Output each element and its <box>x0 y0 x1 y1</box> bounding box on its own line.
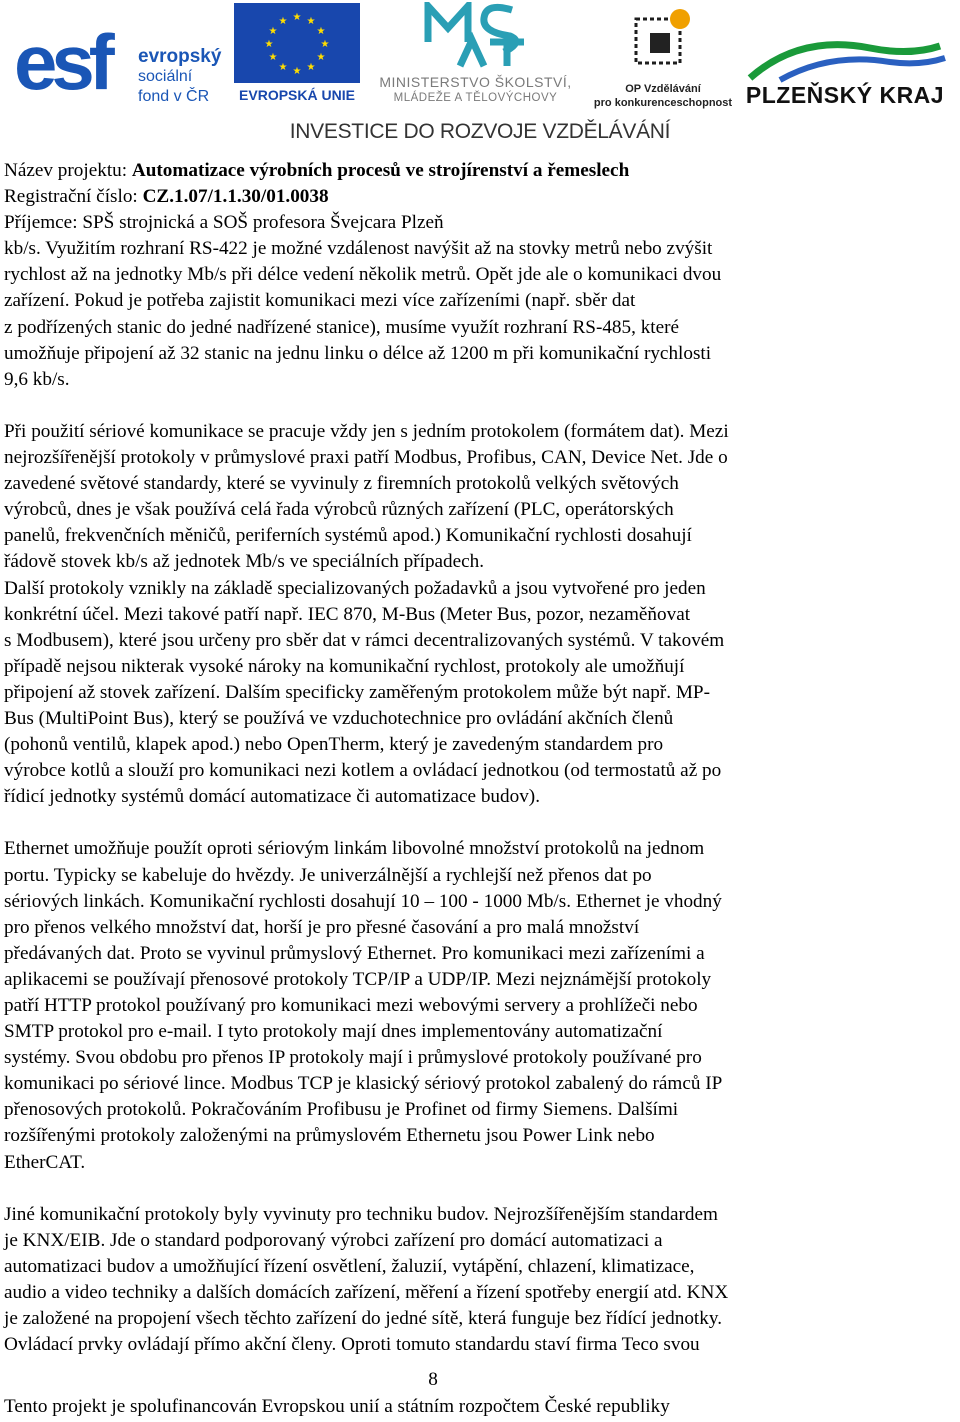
svg-text:★: ★ <box>292 12 302 23</box>
esf-logo <box>14 5 232 110</box>
body-line: s Modbusem), které jsou určeny pro sběr dat v rámci decentralizovaných systémů. V takovém <box>4 629 725 651</box>
body-line: konkrétní účel. Mezi takové patří např. IEC 870, M-Bus (Meter Bus, pozor, nezaměňovat <box>4 603 691 625</box>
eu-caption: EVROPSKÁ UNIE <box>239 87 355 103</box>
blank-line <box>4 393 960 419</box>
body-line: řádově stovek kb/s až jednotek Mb/s ve speciálních případech. <box>4 551 485 573</box>
body-line: případě nejsou nikterak vysoké nároky na komunikační rychlost, protokoly ale umožňují <box>4 655 685 677</box>
body-line: řídicí jednotky systémů domácí automatizace či automatizace budov). <box>4 786 540 808</box>
recipient-line: Příjemce: SPŠ strojnická a SOŠ profesora Švejcara Plzeň <box>4 212 444 234</box>
svg-text:★: ★ <box>292 66 302 77</box>
body-line: kb/s. Využitím rozhraní RS-422 je možné vzdálenost navýšit až na stovky metrů nebo zvýšit <box>4 238 713 260</box>
page-content <box>4 158 960 1358</box>
body-line: portu. Typicky se kabeluje do hvězdy. Je univerzálnější a rychlejší než přenos dat po <box>4 864 652 886</box>
msmt-logo <box>368 2 583 112</box>
msmt-mark-icon <box>420 2 530 68</box>
body-line: systémy. Svou obdobu pro přenos IP protokoly mají i průmyslové protokoly používané pro <box>4 1047 702 1069</box>
op-vzdelavani-logo <box>588 5 738 110</box>
body-line: rozšířenými protokoly založenými na průmyslovém Ethernetu jsou Power Link nebo <box>4 1125 655 1147</box>
svg-text:★: ★ <box>268 52 278 63</box>
body-line: Jiné komunikační protokoly byly vyvinuty pro techniku budov. Nejrozšířenějším standardem <box>4 1203 718 1225</box>
body-line: komunikaci po sériové lince. Modbus TCP je klasický sériový protokol zabalený do rámců IP <box>4 1073 723 1095</box>
blank-line <box>4 1176 960 1202</box>
svg-text:★: ★ <box>278 16 288 27</box>
body-line: připojení až stovek zařízení. Dalším specificky zaměřeným protokolem může být např. MP- <box>4 681 710 703</box>
body-line: je KNX/EIB. Jde o standard podporovaný výrobci zařízení pro domácí automatizaci a <box>4 1229 663 1251</box>
body-line: patří HTTP protokol používaný pro komunikaci mezi webovými servery a prohlížeči nebo <box>4 995 698 1016</box>
body-line: (pohonů ventilů, klapek apod.) nebo OpenTherm, který je zavedeným standardem pro <box>4 734 664 756</box>
body-line: Při použití sériové komunikace se pracuje vždy jen s jedním protokolem (formátem dat). Mezi <box>4 420 729 442</box>
body-line: Ethernet umožňuje použít oproti sériovým linkám libovolné množství protokolů na jednom <box>4 838 705 860</box>
registration-value: CZ.1.07/1.1.30/01.0038 <box>142 186 329 208</box>
body-line: SMTP protokol pro e-mail. I tyto protokoly mají dnes implementovány automatizační <box>4 1021 663 1043</box>
body-line: předávaných dat. Proto se vyvinul průmyslový Ethernet. Pro komunikaci mezi zařízeními a <box>4 942 705 964</box>
svg-text:★: ★ <box>316 52 326 63</box>
esf-line-3: fond v ČR <box>138 88 210 105</box>
registration-line <box>4 184 960 210</box>
op-line-2: pro konkurenceschopnost <box>593 97 733 109</box>
svg-text:★: ★ <box>316 26 326 37</box>
body-line: zařízení. Pokud je potřeba zajistit komunikaci mezi více zařízeními (např. sběr dat <box>4 290 636 312</box>
pk-wave-icon <box>740 38 950 83</box>
body-line: Ovládací prvky ovládají přímo akční členy. Oproti tomuto standardu staví firma Teco svou <box>4 1334 700 1356</box>
body-line: Další protokoly vznikly na základě specializovaných požadavků a jsou vytvořené pro jeden <box>4 577 706 599</box>
body-line: pro přenos velkého množství dat, horší je pro přesné časování a pro malá množství <box>4 916 640 938</box>
esf-line-2: sociální <box>138 68 193 85</box>
project-name-label: Název projektu: <box>4 160 132 181</box>
msmt-line-2: MLÁDEŽE A TĚLOVÝCHOVY <box>393 92 558 104</box>
svg-text:★: ★ <box>264 39 274 50</box>
svg-text:★: ★ <box>320 39 330 50</box>
project-name-line <box>4 158 960 184</box>
body-line: sériových linkách. Komunikační rychlosti dosahují 10 – 100 - 1000 Mb/s. Ethernet je vhodný <box>4 890 722 912</box>
svg-text:★: ★ <box>268 26 278 37</box>
blank-line <box>4 810 960 836</box>
logo-header <box>0 0 960 150</box>
op-emblem-icon <box>628 5 698 75</box>
svg-text:★: ★ <box>306 62 316 73</box>
body-line: výrobce kotlů a slouží pro komunikaci nezi kotlem a ovládací jednotkou (od termostatů až po <box>4 760 722 782</box>
esf-line-1: evropský <box>138 46 222 67</box>
body-line: 9,6 kb/s. <box>4 368 70 390</box>
esf-mark: esf <box>14 18 109 106</box>
body-line: Bus (MultiPoint Bus), který se používá ve vzduchotechnice pro ovládání akčních členů <box>4 707 674 729</box>
body-line: panelů, frekvenčních měničů, periferních systémů apod.) Komunikační rychlosti dosahují <box>4 525 692 547</box>
svg-text:★: ★ <box>278 62 288 73</box>
project-name-value: Automatizace výrobních procesů ve strojírenství a řemeslech <box>131 160 630 181</box>
body-line: je založené na propojení všech těchto zařízení do jedné sítě, která funguje bez řídící jednotky. <box>4 1308 722 1330</box>
eu-logo <box>234 3 360 108</box>
body-line: umožňuje připojení až 32 stanic na jednu linku o délce až 1200 m při komunikační rychlosti <box>4 342 712 364</box>
header-slogan: INVESTICE DO ROZVOJE VZDĚLÁVÁNÍ <box>289 120 671 143</box>
body-line: přenosových protokolů. Pokračováním Profibusu je Profinet od firmy Siemens. Dalšími <box>4 1099 679 1121</box>
op-line-1: OP Vzdělávání <box>625 83 701 95</box>
msmt-line-1: MINISTERSTVO ŠKOLSTVÍ, <box>379 74 572 90</box>
svg-text:★: ★ <box>306 16 316 27</box>
footer-text: Tento projekt je spolufinancován Evropskou unií a státním rozpočtem České republiky <box>4 1396 670 1417</box>
body-line: výrobců, dnes je však používá celá řada výrobců různých zařízení (PLC, operátorských <box>4 499 674 521</box>
body-line: audio a video techniky a dalších domácích zařízení, měření a řízení spotřeby energií atd. KNX <box>4 1282 729 1304</box>
body-line: aplikacemi se používají přenosové protokoly TCP/IP a UDP/IP. Mezi nejznámější protokoly <box>4 968 712 990</box>
body-line: EtherCAT. <box>4 1151 86 1173</box>
body-line: zavedené světové standardy, které se vyvinuly z firemních protokolů velkých světových <box>4 473 679 495</box>
pk-text: PLZEŇSKÝ KRAJ <box>745 82 945 108</box>
eu-flag-icon <box>234 3 360 83</box>
body-line: z podřízených stanic do jedné nadřízené stanice), musíme využít rozhraní RS-485, které <box>4 316 680 338</box>
page-number: 8 <box>428 1369 438 1390</box>
body-line: rychlost až na jednotky Mb/s při délce vedení několik metrů. Opět jde ale o komunikaci dvou <box>4 264 722 286</box>
plzensky-kraj-logo <box>740 38 950 113</box>
body-line: automatizaci budov a umožňující řízení osvětlení, žaluzií, vytápění, chlazení, klimatizace, <box>4 1255 695 1277</box>
registration-label: Registrační číslo: <box>4 186 143 208</box>
esf-caption <box>138 47 221 107</box>
body-line: nejrozšířenější protokoly v průmyslové praxi patří Modbus, Profibus, CAN, Device Net. Jde o <box>4 447 728 469</box>
